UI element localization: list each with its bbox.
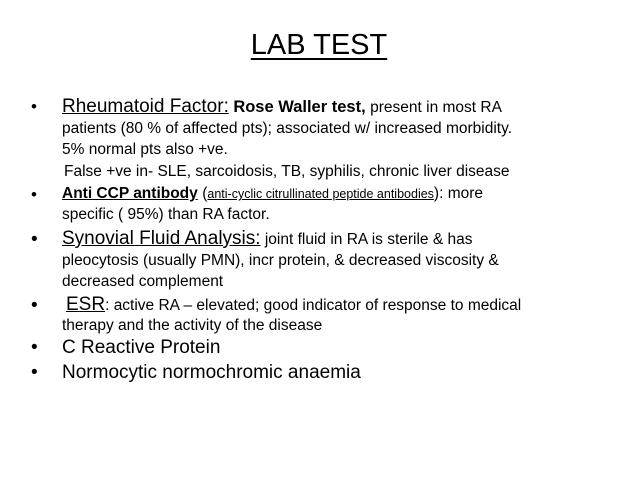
item-paren-open: (	[202, 185, 208, 202]
slide-title	[0, 28, 638, 62]
item-heading: Rheumatoid Factor:	[62, 96, 229, 117]
item-line	[62, 185, 483, 203]
bullet-dot-icon: •	[31, 337, 38, 358]
item-text: present in most RA	[370, 99, 502, 116]
item-line: therapy and the activity of the disease	[62, 317, 323, 334]
bullet-dot-icon: •	[31, 229, 38, 250]
item-text: joint fluid in RA is sterile & has	[260, 231, 473, 248]
item-line: 5% normal pts also +ve.	[62, 141, 228, 158]
title-text: LAB TEST	[250, 29, 388, 61]
item-text: : more	[439, 185, 484, 202]
item-line	[62, 96, 502, 118]
item-heading: Anti CCP antibody	[62, 185, 198, 202]
item-heading: Synovial Fluid Analysis:	[62, 228, 261, 249]
item-text: C Reactive Protein	[62, 337, 221, 358]
item-bold-text: Rose Waller test,	[233, 98, 366, 116]
item-line: patients (80 % of affected pts); associated w/ increased morbidity.	[62, 120, 513, 137]
item-text: : active RA – elevated; good indicator of response to medical	[105, 297, 522, 314]
item-line	[62, 228, 472, 250]
item-paren-close: )	[433, 185, 440, 202]
item-line: specific ( 95%) than RA factor.	[62, 206, 270, 223]
bullet-dot-icon: •	[31, 362, 38, 383]
item-expansion: anti-cyclic citrullinated peptide antibodies	[207, 187, 434, 201]
item-line: pleocytosis (usually PMN), incr protein, & decreased viscosity &	[62, 252, 499, 269]
item-line: False +ve in- SLE, sarcoidosis, TB, syphilis, chronic liver disease	[64, 163, 510, 180]
bullet-dot-icon: •	[31, 185, 37, 204]
item-text: Normocytic normochromic anaemia	[62, 362, 361, 383]
bullet-dot-icon: •	[31, 97, 37, 116]
item-heading: ESR	[66, 294, 106, 315]
item-line: decreased complement	[62, 273, 224, 290]
item-line	[66, 294, 521, 316]
bullet-dot-icon: •	[31, 295, 38, 316]
